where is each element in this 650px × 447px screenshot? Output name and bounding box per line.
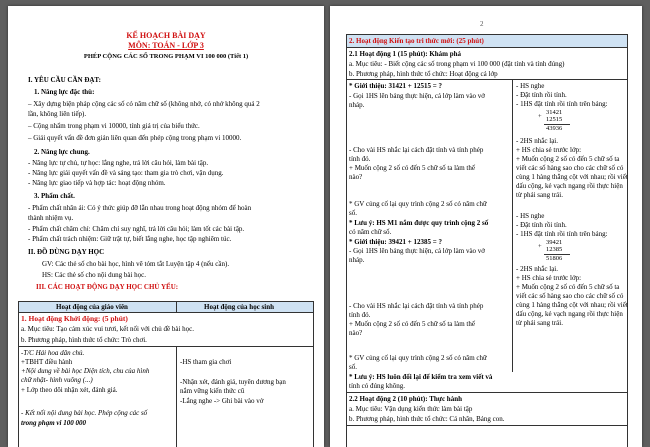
text-line: - Đặt tính rồi tính.	[516, 221, 567, 229]
text-line: có năm chữ số.	[349, 228, 392, 236]
text-line: nắm vững kiến thức cũ	[180, 387, 245, 395]
text-line: a. Mục tiêu: Tạo cảm xúc vui tươi, kết nối với chủ đề bài học.	[21, 325, 194, 333]
text-line: - Năng lực tự chủ, tự học: lắng nghe, trả lời câu hỏi, làm bài tập.	[28, 159, 209, 167]
text-line: a. Mục tiêu: - Biết cộng các số trong phạm vi 100 000 (đặt tính và tính đúng)	[349, 60, 565, 68]
text-line: từ phải sang trái.	[516, 319, 563, 327]
text-line: a. Mục tiêu: Vận dụng kiến thức làm bài tập	[349, 405, 473, 413]
text-line: -Nhận xét, đánh giá, tuyên dương bạn	[180, 378, 286, 386]
text-line: - Cho vài HS nhắc lại cách đặt tính và tính phép	[349, 146, 484, 154]
text-line: - 1HS đặt tính rồi tính trên bảng:	[516, 230, 608, 238]
text-line: GV: Các thẻ số cho bài học, hình vẽ tóm tắt Luyện tập 4 (nếu cần).	[42, 260, 230, 268]
text-line: - Cho vài HS nhắc lại cách đặt tính và tính phép	[349, 302, 484, 310]
text-line: -HS tham gia chơi	[180, 358, 232, 366]
activity-2-1-heading: 2.1 Hoạt động 1 (15 phút): Khám phá	[349, 50, 462, 58]
page-number: 2	[480, 20, 484, 28]
text-line: dấu cộng, kẻ vạch ngang rồi thực hiện	[516, 182, 623, 190]
text-line: - Năng lực giải quyết vấn đề và sáng tạo: tham gia trò chơi, vận dụng.	[28, 169, 224, 177]
text-line: viết các số hàng sao cho các chữ số có	[516, 164, 624, 172]
addend-2: 12385	[546, 246, 563, 253]
text-line: cùng 1 hàng thẳng cột với nhau; rồi viết	[516, 301, 628, 309]
text-line: tính đó.	[349, 155, 371, 163]
text-line: * GV củng cố lại quy trình cộng 2 số có năm chữ	[349, 354, 487, 362]
sum: 51806	[546, 255, 563, 262]
text-line: - Phẩm chất chăm chỉ: Chăm chỉ suy nghĩ, trả lời câu hỏi; làm tốt các bài tập.	[28, 225, 245, 233]
text-line: – Giải quyết vấn đề đơn giản liên quan đến phép cộng trong phạm vi 10000.	[28, 134, 242, 142]
header-teacher: Hoạt động của giáo viên	[56, 303, 128, 311]
text-line: HS: Các thẻ số cho nội dung bài học.	[42, 271, 147, 279]
text-line: – Xây dựng biện pháp cộng các số có năm chữ số (không nhớ, có nhớ không quá 2	[28, 100, 260, 108]
text-line: - Kết nối nội dung bài học. Phép cộng các số	[21, 409, 148, 417]
text-line: +TBHT điều hành	[21, 358, 73, 366]
text-line: * Giới thiệu: 39421 + 12385 = ?	[349, 238, 442, 246]
sub-general-competence: 2. Năng lực chung.	[34, 148, 90, 156]
text-line: dấu cộng, kẻ vạch ngang rồi thực hiện	[516, 310, 623, 318]
section-requirements: I. YÊU CẦU CẦN ĐẠT:	[28, 76, 101, 84]
text-line: - HS nghe	[516, 82, 545, 90]
text-line: - Gọi 1HS lên bảng thực hiện, cả lớp làm vào vở	[349, 92, 486, 100]
text-line: -T/C Hái hoa dân chủ.	[21, 349, 85, 357]
text-line: + Muốn cộng 2 số có đến 5 chữ số ta làm thế	[349, 320, 475, 328]
addend-1: 39421	[546, 239, 563, 246]
text-line: lần, không liên tiếp).	[28, 110, 87, 118]
doc-title: KẾ HOẠCH BÀI DẠY	[126, 31, 206, 40]
text-line: - 1HS đặt tính rồi tính trên bảng:	[516, 100, 608, 108]
text-line: nào?	[349, 173, 363, 181]
sub-specific-competence: 1. Năng lực đặc thù:	[34, 88, 95, 96]
activity-2-2-heading: 2.2 Hoạt động 2 (10 phút): Thực hành	[349, 395, 462, 403]
text-line: nháp.	[349, 256, 365, 264]
text-line: - 2HS nhắc lại.	[516, 265, 558, 273]
text-line: + Muốn cộng 2 số có đến 5 chữ số ta	[516, 283, 620, 291]
text-line: chữ nhật- hình vuông (...)	[21, 376, 93, 384]
plus-sign: +	[538, 243, 542, 250]
lesson-title: PHÉP CỘNG CÁC SỐ TRONG PHẠM VI 100 000 (Tiết 1)	[83, 53, 249, 60]
text-line: - Phẩm chất trách nhiệm: Giữ trật tự, biết lắng nghe, học tập nghiêm túc.	[28, 235, 232, 243]
text-line: b. Phương pháp, hình thức tổ chức: Hoạt động cả lớp	[349, 70, 498, 78]
text-line: * Lưu ý: HS luôn đổi lại để kiểm tra xem viết và	[349, 373, 493, 381]
text-line: - 2HS nhắc lại.	[516, 137, 558, 145]
text-line: b. Phương pháp, hình thức tổ chức: Cá nhân, Bảng con.	[349, 415, 505, 423]
activity-1-heading: 1. Hoạt động Khởi động: (5 phút)	[21, 314, 128, 323]
text-line: + Muốn cộng 2 số có đến 5 chữ số ta làm thế	[349, 164, 475, 172]
text-line: * Giới thiệu: 31421 + 12515 = ?	[349, 82, 442, 90]
section-materials: II. ĐỒ DÙNG DẠY HỌC	[28, 248, 105, 256]
section-activities: III. CÁC HOẠT ĐỘNG DẠY HỌC CHỦ YẾU:	[36, 283, 179, 291]
text-line: + HS chia sẻ trước lớp:	[516, 274, 582, 282]
text-line: viết các số hàng sao cho các chữ số có	[516, 292, 624, 300]
text-line: nào?	[349, 329, 363, 337]
document-page-2	[330, 6, 642, 447]
activity-2-heading: 2. Hoạt động Kiến tạo tri thức mới: (25 phút)	[349, 37, 484, 45]
subject-line: MÔN: TOÁN - LỚP 3	[128, 41, 204, 50]
text-line: nháp.	[349, 101, 365, 109]
addend-2: 12515	[546, 116, 563, 123]
text-line: số.	[349, 363, 357, 371]
text-line: trong phạm vi 100 000	[21, 419, 86, 427]
header-student: Hoạt động của học sinh	[204, 303, 275, 311]
document-page-1	[8, 6, 324, 447]
text-line: +Nội dung về bài học Diện tích, chu của hình	[21, 367, 150, 375]
text-line: + Lớp theo dõi nhận xét, đánh giá.	[21, 386, 118, 394]
text-line: tính đó.	[349, 311, 371, 319]
text-line: thành nhiệm vụ.	[28, 214, 74, 222]
text-line: -Lắng nghe -> Ghi bài vào vở	[180, 397, 264, 405]
text-line: tính có đúng không.	[349, 382, 405, 390]
addend-1: 31421	[546, 109, 563, 116]
text-line: số.	[349, 209, 357, 217]
text-line: + HS chia sẻ trước lớp:	[516, 146, 582, 154]
text-line: * Lưu ý: HS M1 nắm được quy trình cộng 2 số	[349, 219, 489, 227]
text-line: + Muốn cộng 2 số có đến 5 chữ số ta	[516, 155, 620, 163]
text-line: – Cộng nhẩm trong phạm vi 10000, tính giá trị của biểu thức.	[28, 122, 200, 130]
text-line: - Phẩm chất nhân ái: Có ý thức giúp đỡ lẫn nhau trong hoạt động nhóm để hoàn	[28, 204, 252, 212]
sub-qualities: 3. Phẩm chất.	[34, 192, 75, 200]
text-line: - Năng lực giao tiếp và hợp tác: hoạt động nhóm.	[28, 179, 166, 187]
sum: 43936	[546, 125, 563, 132]
plus-sign: +	[538, 113, 542, 120]
text-line: - Gọi 1HS lên bảng thực hiện, cả lớp làm vào vở	[349, 247, 486, 255]
text-line: - Đặt tính rồi tính.	[516, 91, 567, 99]
text-line: từ phải sang trái.	[516, 191, 563, 199]
text-line: b. Phương pháp, hình thức tổ chức: Trò chơi.	[21, 336, 147, 344]
text-line: - HS nghe	[516, 212, 545, 220]
text-line: * GV củng cố lại quy trình cộng 2 số có năm chữ	[349, 200, 487, 208]
text-line: cùng 1 hàng thẳng cột với nhau; rồi viết	[516, 173, 628, 181]
